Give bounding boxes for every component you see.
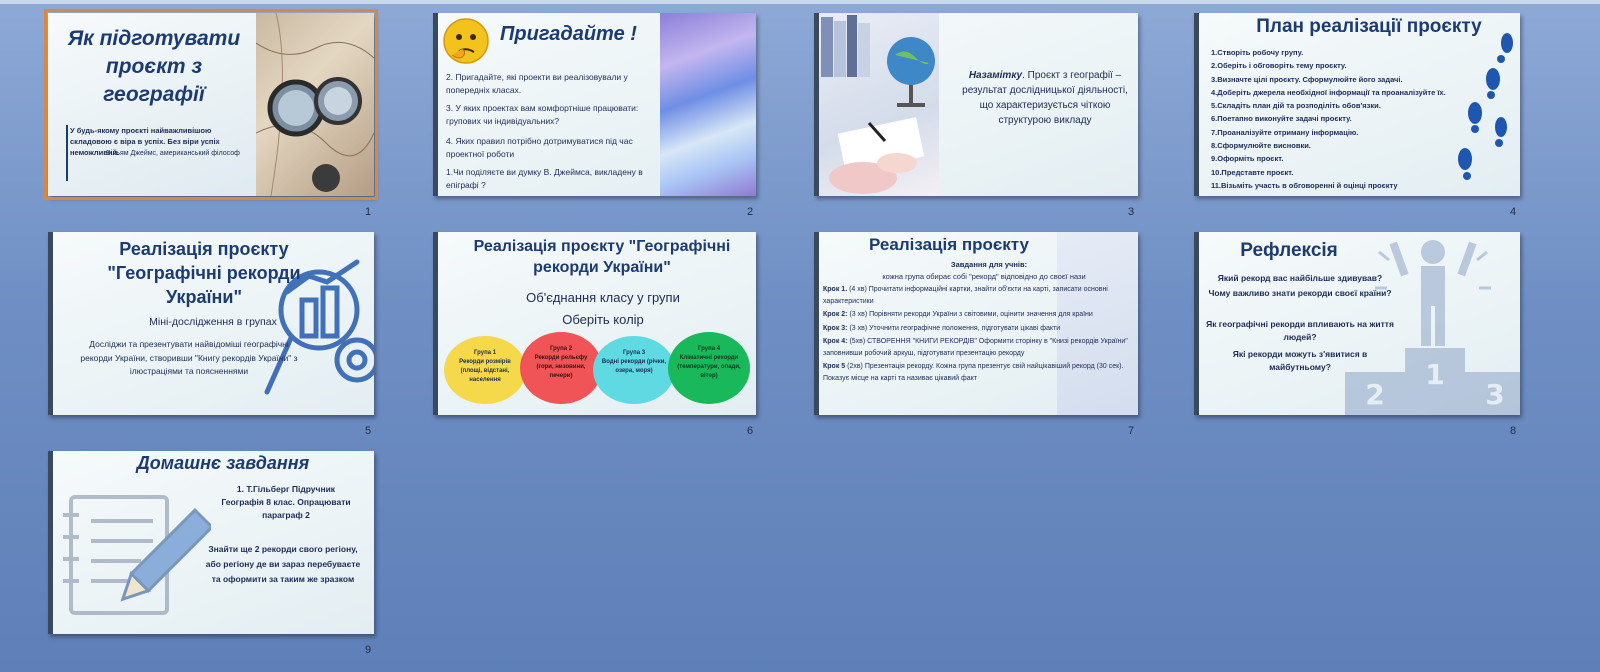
slide-thumbnail-3[interactable]: [814, 13, 1138, 196]
plan-step: 9.Оформіть проєкт.: [1211, 154, 1284, 164]
step-text: (5хв) СТВОРЕННЯ "КНИГИ РЕКОРДІВ" Оформити сторінку в "Книзі рекордів України" заповнивши робочий аркуш, підготувати презентацію рекорду: [823, 338, 1128, 357]
slide-title: Реалізація проєкту: [869, 235, 1029, 254]
step-label: Крок 1.: [823, 286, 848, 293]
step-label: Крок 5: [823, 363, 846, 370]
notepad-pencil-icon: [61, 491, 211, 631]
slide-title: Як підготувати проєкт з географії: [67, 27, 241, 106]
plan-step: 1.Створіть робочу групу.: [1211, 48, 1304, 57]
group-desc: Рекорди рельєфу (гори, низовини, печери): [534, 355, 588, 379]
group-desc: Рекорди розмірів (площі, відстані, населення: [459, 359, 511, 383]
slide-number: 6: [747, 425, 754, 437]
step-item: [823, 323, 1133, 335]
group-label: Група 3: [622, 350, 646, 356]
tasks-heading: Завдання для учнів:: [950, 260, 1028, 269]
plan-step: 6.Поетапно виконуйте задачі проєкту.: [1211, 114, 1352, 124]
slide-list-item: 3. У яких проектах вам комфортніше працювати: групових чи індивідуальних?: [446, 103, 639, 126]
slide-thumbnail-1[interactable]: [48, 13, 374, 196]
podium-label: 3: [1485, 378, 1505, 411]
abstract-swirl-image: [660, 13, 756, 196]
group-desc: Водні рекорди (річки, озера, моря): [601, 359, 667, 374]
podium-label: 2: [1365, 378, 1385, 411]
step-label: Крок 2:: [823, 311, 848, 318]
step-text: (3 хв) Порівняти рекорди України з світовими, оцінити значення для країни: [847, 311, 1093, 318]
reflection-question: Як географічні рекорди впливають на життя людей?: [1206, 319, 1394, 342]
slide-body: Досліджи та презентувати найвідоміші географічні рекорди України, створивши "Книгу рекордів України" з ілюстраціями та поясненнями: [80, 339, 298, 376]
note-label: Назамітку: [968, 70, 1023, 81]
note-text: . Проєкт з географії – результат дослідницької діяльності, що характеризується чіткою структурою викладу: [962, 70, 1128, 126]
slide-number: 1: [365, 206, 372, 218]
homework-line-1: 1. Т.Гільберг Підручник Географія 8 клас. Опрацювати параграф 2: [221, 484, 351, 520]
slide-title: План реалізації проєкту: [1256, 16, 1482, 37]
globe-books-image: [819, 13, 939, 196]
step-item: [823, 309, 1133, 321]
plan-step: 10.Представте проєкт.: [1211, 167, 1294, 177]
podium-label: 1: [1425, 358, 1445, 391]
footprints-icon: [1445, 31, 1520, 191]
step-text: (3 хв) Уточнити географічне положення, підготувати цікаві факти: [847, 324, 1061, 332]
slide-list-item: 4. Яких правил потрібно дотримуватися під час проектної роботи: [446, 136, 633, 159]
homework-line-2: Знайти ще 2 рекорди свого регіону, або регіону де ви зараз перебуваєте та оформити за таким же зразком: [205, 544, 361, 584]
plan-step: 2.Оберіть і обговоріть тему проєкту.: [1211, 61, 1347, 71]
slide-list-item: 2. Пригадайте, які проекти ви реалізовували у попередніх класах.: [446, 72, 628, 95]
slide-title: Домашнє завдання: [136, 453, 310, 473]
slide-thumbnail-4[interactable]: [1194, 13, 1520, 196]
group-label: Група 4: [697, 346, 721, 352]
plan-step: 3.Визначте цілі проєкту. Сформулюйте його задачі.: [1211, 74, 1403, 84]
slide-number: 3: [1128, 206, 1135, 218]
reflection-question: Які рекорди можуть з'явитися в майбутньому?: [1232, 349, 1368, 372]
reflection-question: Який рекорд вас найбільше здивував?: [1217, 273, 1383, 283]
slide-title: Реалізація проєкту "Географічні рекорди України": [107, 239, 301, 307]
slide-number: 5: [365, 425, 372, 437]
slide-thumbnail-2[interactable]: [433, 13, 756, 196]
epigraph-quote: У будь-якому проєкті найважливішою складовою є віра в успіх. Без віри успіх неможливий.: [70, 126, 220, 157]
group-desc: Кліматичні рекорди (температури, опади, вітер): [677, 355, 741, 379]
choose-color-line: Оберіть колір: [562, 312, 644, 327]
slide-number: 7: [1128, 425, 1135, 437]
slide-number: 4: [1510, 206, 1517, 218]
plan-step: 5.Складіть план дій та розподіліть обов'язки.: [1211, 101, 1381, 111]
step-text: (2хв) Презентація рекорду. Кожна група презентує свій найцікавіший рекорд (30 сек). Показує місце на карті та називає цікавий факт: [823, 363, 1124, 382]
group-label: Група 2: [549, 346, 573, 352]
slide-thumbnail-7[interactable]: [814, 232, 1138, 415]
slide-thumbnail-6[interactable]: [433, 232, 756, 415]
top-edge: [0, 0, 1600, 4]
plan-step: 8.Сформулюйте висновки.: [1211, 141, 1311, 151]
slide-thumbnail-8[interactable]: [1194, 232, 1520, 415]
reflection-question: Чому важливо знати рекорди своєї країни?: [1208, 288, 1392, 298]
step-text: (4 хв) Прочитати інформаційні картки, знайти об'єкти на карті, записати основні характеристики: [823, 286, 1108, 305]
plan-list: [1211, 46, 1481, 192]
tasks-subheading: кожна група обирає собі "рекорд" відповідно до своєї нази: [882, 272, 1086, 281]
step-item: [823, 336, 1133, 359]
note-text-block: [955, 68, 1135, 128]
step-label: Крок 3:: [823, 324, 848, 332]
slide-title: Пригадайте !: [500, 23, 637, 45]
slide-number: 8: [1510, 425, 1517, 437]
epigraph-author: Вільям Джеймс, американський філософ: [106, 150, 240, 157]
slide-subtitle: Міні-дослідження в групах: [149, 316, 277, 328]
slide-thumbnail-5[interactable]: [48, 232, 374, 415]
steps-list: [823, 284, 1133, 384]
step-item: [823, 284, 1133, 307]
plan-step: 7.Проаналізуйте отриману інформацію.: [1211, 127, 1359, 137]
plan-step: 11.Візьміть участь в обговоренні й оцінці проєкту: [1211, 180, 1398, 190]
slide-number: 9: [365, 644, 372, 656]
slide-title: Рефлексія: [1240, 240, 1338, 261]
slide-number: 2: [747, 206, 754, 218]
slide-list-item: 1.Чи поділяєте ви думку В. Джеймса, викладену в епіграфі ?: [446, 167, 643, 190]
group-label: Група 1: [473, 350, 497, 356]
map-compass-image: [256, 13, 374, 196]
step-item: [823, 361, 1133, 384]
slide-thumbnail-9[interactable]: [48, 451, 374, 634]
step-label: Крок 4:: [823, 338, 848, 345]
groups-line: Об'єднання класу у групи: [526, 290, 680, 305]
thinking-face-icon: [442, 15, 494, 67]
plan-step: 4.Доберіть джерела необхідної інформації та проаналізуйте їх.: [1211, 87, 1446, 97]
slide-title: Реалізація проєкту "Географічні рекорди України": [473, 238, 731, 276]
